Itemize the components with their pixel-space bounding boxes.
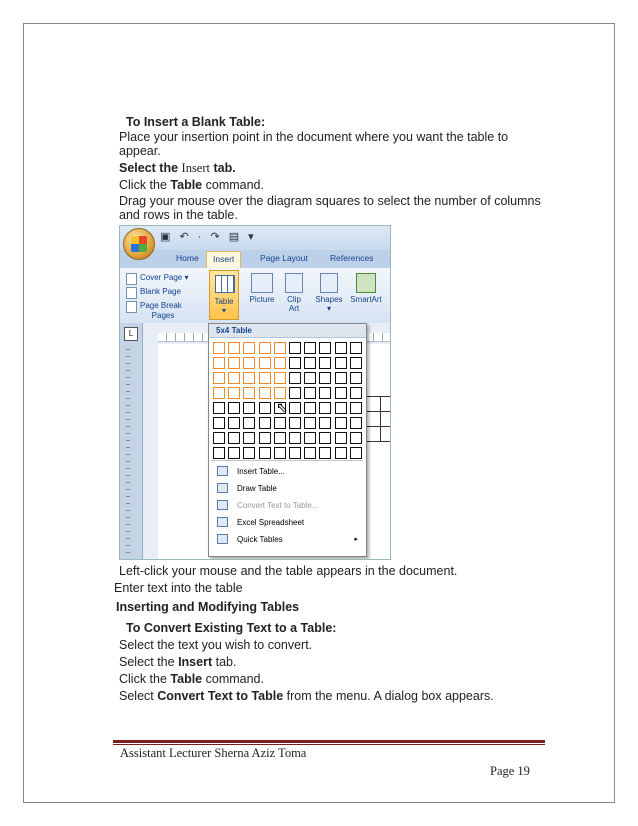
grid-cell[interactable]: [319, 387, 331, 399]
text: Insert: [181, 161, 210, 175]
vertical-ruler-bar: [120, 323, 143, 560]
grid-cell[interactable]: [335, 387, 347, 399]
ribbon-tabs: [120, 250, 391, 268]
grid-cell[interactable]: [335, 342, 347, 354]
grid-cell[interactable]: [213, 372, 225, 384]
submenu-arrow-icon: ▸: [354, 536, 358, 543]
text: Shapes: [315, 295, 343, 304]
grid-cell[interactable]: [289, 432, 301, 444]
clip-art-button[interactable]: [280, 270, 308, 320]
step-text: appear.: [119, 144, 161, 158]
pages-group: [124, 271, 202, 313]
step-click-table: [119, 672, 264, 687]
shapes-label: [312, 295, 346, 313]
heading-inserting-modifying: Inserting and Modifying Tables: [116, 600, 300, 614]
grid-cell[interactable]: [350, 387, 362, 399]
table-grid[interactable]: [213, 342, 364, 461]
heading-convert-text: To Convert Existing Text to a Table:: [126, 621, 337, 635]
menu-item-icon: [217, 466, 228, 476]
menu-item[interactable]: [209, 514, 366, 531]
tab-insert[interactable]: Insert: [206, 251, 241, 268]
menu-item[interactable]: [209, 497, 366, 514]
insert-table-dropdown: [208, 323, 367, 557]
text: ▾: [326, 304, 331, 313]
grid-cell[interactable]: [350, 417, 362, 429]
grid-cell[interactable]: [289, 342, 301, 354]
text: command.: [202, 672, 264, 686]
grid-cell[interactable]: [304, 372, 316, 384]
grid-cell[interactable]: [228, 357, 240, 369]
menu-item-icon: [217, 483, 228, 493]
smartart-label: SmartArt: [350, 295, 382, 304]
grid-cell[interactable]: [213, 342, 225, 354]
grid-cell[interactable]: [289, 402, 301, 414]
ribbon: [120, 268, 391, 324]
text: Art: [288, 304, 300, 313]
grid-cell[interactable]: [319, 432, 331, 444]
grid-cell[interactable]: [243, 387, 255, 399]
grid-cell[interactable]: [228, 372, 240, 384]
grid-cell[interactable]: [243, 357, 255, 369]
grid-cell[interactable]: [243, 447, 255, 459]
tab-page-layout[interactable]: Page Layout: [260, 253, 308, 263]
grid-cell[interactable]: [350, 372, 362, 384]
text: Clip: [287, 295, 301, 304]
clip-art-label: [280, 295, 308, 313]
menu-item[interactable]: [209, 531, 366, 548]
step-text: Left-click your mouse and the table appears in the document.: [119, 564, 458, 578]
text: command.: [202, 178, 264, 192]
grid-cell[interactable]: [289, 417, 301, 429]
text: Select the: [119, 161, 182, 175]
grid-cell[interactable]: [259, 432, 271, 444]
step-select-insert: [119, 655, 236, 670]
smartart-icon: [356, 273, 376, 293]
grid-cell[interactable]: [335, 357, 347, 369]
smartart-button[interactable]: [346, 270, 386, 320]
grid-cell[interactable]: [228, 342, 240, 354]
text: from the menu. A dialog box appears.: [283, 689, 494, 703]
step-text: Drag your mouse over the diagram squares to select the number of columns: [119, 194, 541, 208]
grid-cell[interactable]: [335, 372, 347, 384]
menu-item-icon: [217, 534, 228, 544]
grid-cell[interactable]: [350, 447, 362, 459]
grid-cell[interactable]: [259, 342, 271, 354]
grid-cell[interactable]: [304, 402, 316, 414]
grid-cell[interactable]: [335, 432, 347, 444]
heading-insert-blank-table: To Insert a Blank Table:: [126, 115, 266, 129]
grid-cell[interactable]: [304, 432, 316, 444]
grid-cell[interactable]: [335, 447, 347, 459]
step-select-insert: [119, 161, 236, 176]
step-text: Select the text you wish to convert.: [119, 638, 313, 652]
grid-cell[interactable]: [274, 417, 286, 429]
menu-item[interactable]: [209, 463, 366, 480]
menu-item-icon: [217, 500, 228, 510]
word-insert-table-screenshot: [119, 225, 391, 560]
text: Select: [119, 689, 158, 703]
clip-art-icon: [285, 273, 303, 293]
grid-cell[interactable]: [228, 387, 240, 399]
menu-item-label: Convert Text to Table...: [237, 501, 319, 510]
grid-cell[interactable]: [259, 387, 271, 399]
grid-cell[interactable]: [259, 372, 271, 384]
menu-item[interactable]: [209, 480, 366, 497]
grid-cell[interactable]: [274, 342, 286, 354]
grid-cell[interactable]: [243, 372, 255, 384]
table-menu: [209, 463, 366, 548]
cover-page-button[interactable]: Cover Page ▾: [124, 271, 202, 285]
grid-cell[interactable]: [304, 417, 316, 429]
grid-cell[interactable]: [350, 432, 362, 444]
text: Click the: [119, 178, 171, 192]
step-text: Place your insertion point in the document where you want the table to: [119, 130, 509, 144]
text: Table: [170, 672, 203, 686]
grid-cell[interactable]: [304, 357, 316, 369]
text: Select the: [119, 655, 179, 669]
grid-cell[interactable]: [228, 447, 240, 459]
grid-cell[interactable]: [243, 432, 255, 444]
quick-access-toolbar: [120, 226, 391, 250]
grid-cell[interactable]: [274, 432, 286, 444]
grid-cell[interactable]: [319, 357, 331, 369]
grid-cell[interactable]: [228, 432, 240, 444]
tab-references[interactable]: References: [330, 253, 374, 263]
text: Table: [214, 297, 234, 306]
grid-cell[interactable]: [289, 372, 301, 384]
grid-cell[interactable]: [259, 417, 271, 429]
menu-item-icon: [217, 517, 228, 527]
grid-cell[interactable]: [350, 342, 362, 354]
grid-cell[interactable]: [335, 402, 347, 414]
text: ▾: [221, 306, 226, 315]
grid-cell[interactable]: [213, 432, 225, 444]
grid-cell[interactable]: [213, 357, 225, 369]
grid-cell[interactable]: [289, 357, 301, 369]
picture-icon: [251, 273, 273, 293]
step-convert-text: [119, 689, 494, 704]
menu-item-label: Insert Table...: [237, 467, 285, 476]
grid-cell[interactable]: [350, 402, 362, 414]
grid-cell[interactable]: [274, 447, 286, 459]
grid-cell[interactable]: [289, 447, 301, 459]
blank-page-button[interactable]: Blank Page: [124, 285, 202, 299]
tab-home[interactable]: Home: [176, 253, 199, 263]
text: Insert: [178, 655, 213, 669]
step-click-table: [119, 178, 264, 193]
grid-cell[interactable]: [319, 417, 331, 429]
pages-group-label: Pages: [151, 311, 175, 320]
grid-cell[interactable]: [243, 417, 255, 429]
picture-button[interactable]: [244, 270, 280, 320]
grid-cell[interactable]: [350, 357, 362, 369]
grid-cell[interactable]: [243, 402, 255, 414]
grid-cell[interactable]: [259, 357, 271, 369]
grid-cell[interactable]: [319, 402, 331, 414]
grid-cell[interactable]: [274, 357, 286, 369]
text: Click the: [119, 672, 171, 686]
vertical-ruler: [126, 343, 130, 553]
table-button[interactable]: [209, 270, 239, 320]
text: Table: [170, 178, 203, 192]
step-text: and rows in the table.: [119, 208, 238, 222]
grid-cell[interactable]: [304, 447, 316, 459]
footer-author: Assistant Lecturer Sherna Aziz Toma: [120, 746, 307, 760]
quick-access-icons: ▣ ↶ · ↷ ▤ ▾: [160, 231, 257, 243]
table-size-label: 5x4 Table: [209, 324, 366, 338]
text: tab.: [210, 161, 236, 175]
shapes-icon: [320, 273, 338, 293]
grid-cell[interactable]: [213, 402, 225, 414]
grid-cell[interactable]: [274, 372, 286, 384]
grid-cell[interactable]: [243, 342, 255, 354]
grid-cell[interactable]: [213, 447, 225, 459]
picture-label: Picture: [249, 295, 275, 304]
table-button-label: [210, 297, 238, 315]
page-break-button[interactable]: Page Break: [124, 299, 202, 313]
tab-selector-icon[interactable]: L: [124, 327, 138, 341]
office-button[interactable]: [123, 228, 155, 260]
grid-cell[interactable]: [304, 387, 316, 399]
table-icon: [215, 275, 235, 293]
grid-cell[interactable]: [319, 372, 331, 384]
menu-separator: [211, 460, 363, 461]
text: tab.: [212, 655, 237, 669]
grid-cell[interactable]: [259, 447, 271, 459]
text: Convert Text to Table: [157, 689, 284, 703]
grid-cell[interactable]: [304, 342, 316, 354]
menu-item-label: Quick Tables: [237, 535, 283, 544]
grid-cell[interactable]: [259, 402, 271, 414]
grid-cell[interactable]: [228, 402, 240, 414]
grid-cell[interactable]: [335, 417, 347, 429]
grid-cell[interactable]: [319, 447, 331, 459]
grid-cell[interactable]: [228, 417, 240, 429]
grid-cell[interactable]: [319, 342, 331, 354]
footer-page-number: Page 19: [490, 764, 530, 778]
footer-rule-thin: [113, 744, 545, 745]
grid-cell[interactable]: [213, 417, 225, 429]
mouse-pointer-icon: ⇖: [276, 399, 288, 415]
grid-cell[interactable]: [213, 387, 225, 399]
step-text: Enter text into the table: [114, 581, 243, 595]
shapes-button[interactable]: [312, 270, 346, 320]
footer-rule: [113, 740, 545, 743]
menu-item-label: Draw Table: [237, 484, 277, 493]
grid-cell[interactable]: [289, 387, 301, 399]
menu-item-label: Excel Spreadsheet: [237, 518, 305, 527]
grid-cell[interactable]: [274, 387, 286, 399]
